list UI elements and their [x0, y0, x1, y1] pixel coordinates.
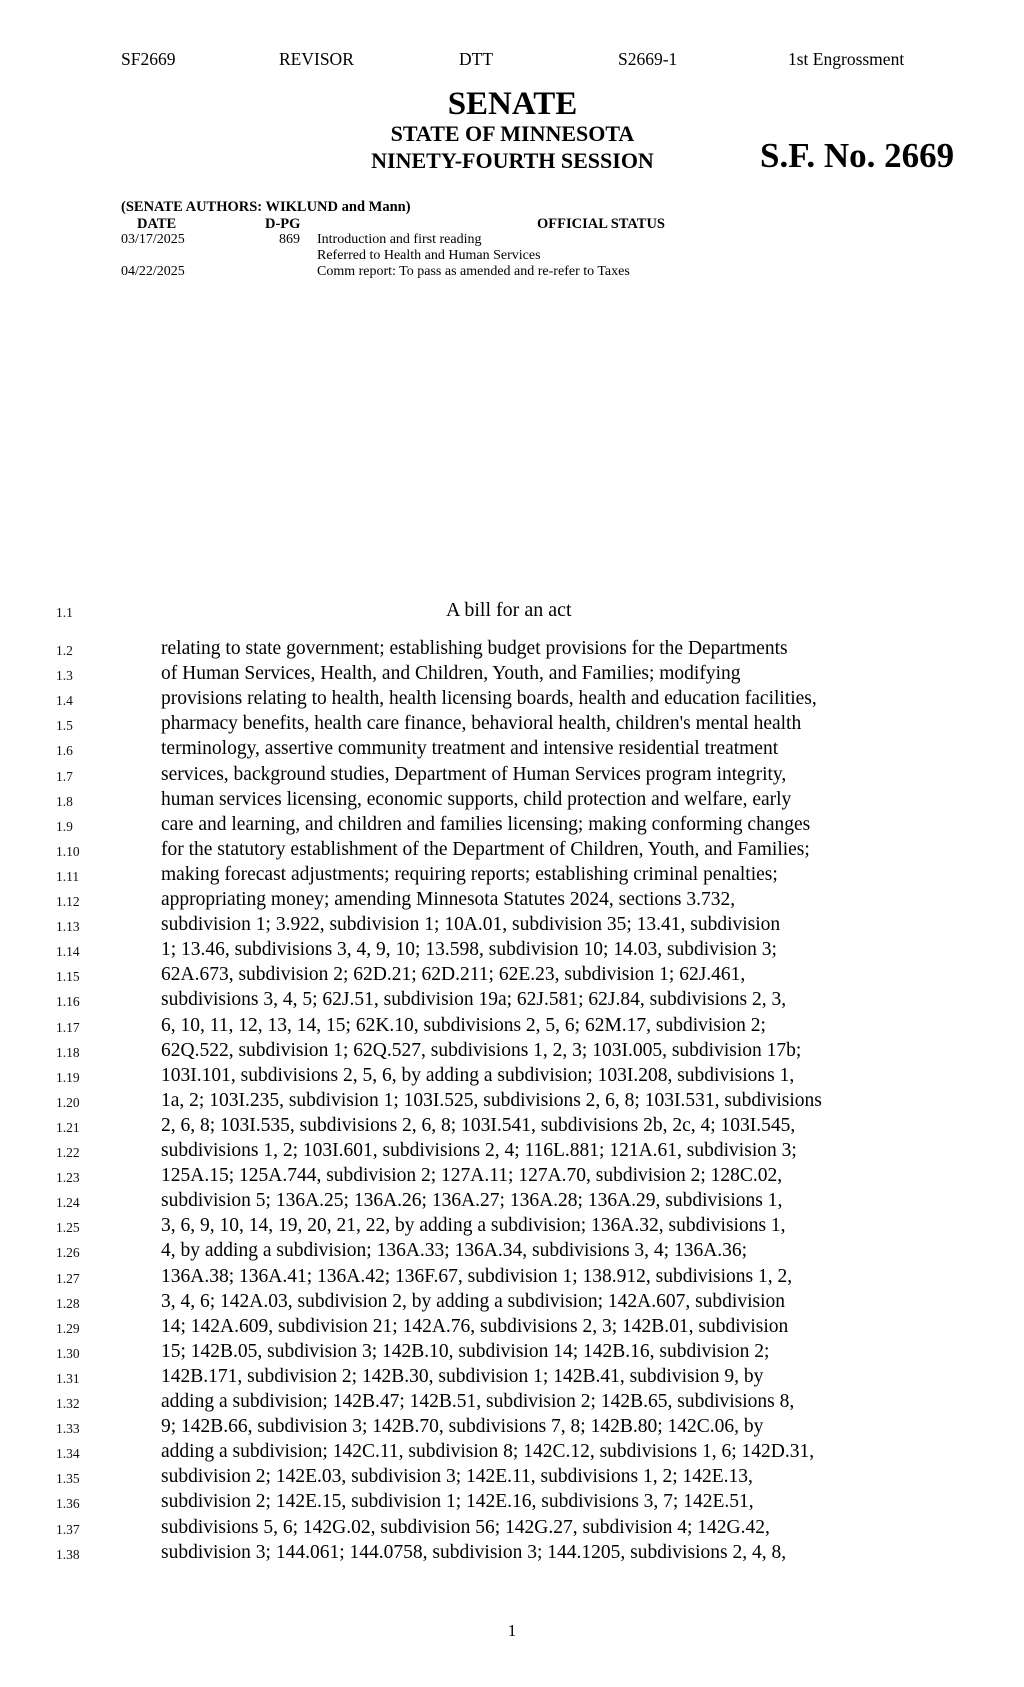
line-text: subdivisions 5, 6; 142G.02, subdivision 56; 142G.27, subdivision 4; 142G.42, — [161, 1517, 770, 1538]
line-number: 1.31 — [56, 1371, 80, 1386]
line-number: 1.37 — [56, 1522, 80, 1537]
status-date: 04/22/2025 — [121, 264, 185, 279]
line-number: 1.12 — [56, 894, 80, 909]
status-text: Referred to Health and Human Services — [317, 248, 541, 263]
line-number: 1.33 — [56, 1421, 80, 1436]
line-text: subdivision 2; 142E.15, subdivision 1; 142E.16, subdivisions 3, 7; 142E.51, — [161, 1491, 754, 1512]
line-text: adding a subdivision; 142C.11, subdivision 8; 142C.12, subdivisions 1, 6; 142D.31, — [161, 1441, 815, 1462]
page-number: 1 — [507, 1621, 517, 1640]
sf-number: S.F. No. 2669 — [760, 136, 955, 175]
line-text: adding a subdivision; 142B.47; 142B.51, subdivision 2; 142B.65, subdivisions 8, — [161, 1391, 795, 1412]
line-number: 1.32 — [56, 1396, 80, 1411]
line-text: relating to state government; establishing budget provisions for the Departments — [161, 638, 788, 659]
line-text: for the statutory establishment of the Department of Children, Youth, and Families; — [161, 839, 810, 860]
line-number: 1.14 — [56, 944, 80, 959]
line-text: 2, 6, 8; 103I.535, subdivisions 2, 6, 8; 103I.541, subdivisions 2b, 2c, 4; 103I.545, — [161, 1115, 796, 1136]
line-number: 1.11 — [56, 869, 80, 884]
line-text: subdivision 2; 142E.03, subdivision 3; 142E.11, subdivisions 1, 2; 142E.13, — [161, 1466, 753, 1487]
line-number: 1.3 — [56, 668, 73, 683]
line-text: subdivision 5; 136A.25; 136A.26; 136A.27; 136A.28; 136A.29, subdivisions 1, — [161, 1190, 783, 1211]
line-text: appropriating money; amending Minnesota Statutes 2024, sections 3.732, — [161, 889, 736, 910]
line-number: 1.7 — [56, 769, 73, 784]
line-number: 1.22 — [56, 1145, 80, 1160]
line-number: 1.21 — [56, 1120, 80, 1135]
line-text: 3, 4, 6; 142A.03, subdivision 2, by adding a subdivision; 142A.607, subdivision — [161, 1291, 786, 1312]
line-text: 142B.171, subdivision 2; 142B.30, subdivision 1; 142B.41, subdivision 9, by — [161, 1366, 764, 1387]
line-number: 1.25 — [56, 1220, 80, 1235]
line-text: provisions relating to health, health licensing boards, health and education facilities, — [161, 688, 817, 709]
line-number: 1.18 — [56, 1045, 80, 1060]
line-text: 136A.38; 136A.41; 136A.42; 136F.67, subdivision 1; 138.912, subdivisions 1, 2, — [161, 1266, 793, 1287]
line-text: terminology, assertive community treatment and intensive residential treatment — [161, 738, 779, 759]
line-number: 1.19 — [56, 1070, 80, 1085]
status-text: Introduction and first reading — [317, 232, 482, 247]
state-title: STATE OF MINNESOTA — [390, 121, 635, 146]
header-bill-id: SF2669 — [121, 49, 176, 69]
status-dpg: 869 — [279, 232, 300, 247]
line-number: 1.20 — [56, 1095, 80, 1110]
line-number: 1.2 — [56, 643, 73, 658]
status-header-date: DATE — [137, 216, 177, 232]
line-text: subdivision 1; 3.922, subdivision 1; 10A.01, subdivision 35; 13.41, subdivision — [161, 914, 781, 935]
line-text: 1a, 2; 103I.235, subdivision 1; 103I.525, subdivisions 2, 6, 8; 103I.531, subdivisions — [161, 1090, 822, 1111]
line-text: 125A.15; 125A.744, subdivision 2; 127A.11; 127A.70, subdivision 2; 128C.02, — [161, 1165, 783, 1186]
line-text: 62A.673, subdivision 2; 62D.21; 62D.211; 62E.23, subdivision 1; 62J.461, — [161, 964, 746, 985]
line-number: 1.28 — [56, 1296, 80, 1311]
line-number: 1.4 — [56, 693, 73, 708]
line-number: 1.34 — [56, 1446, 80, 1461]
line-text: of Human Services, Health, and Children, Youth, and Families; modifying — [161, 663, 741, 684]
status-text: Comm report: To pass as amended and re-refer to Taxes — [317, 264, 630, 279]
line-number: 1.8 — [56, 794, 73, 809]
status-header-dpg: D-PG — [265, 216, 301, 232]
line-number: 1.10 — [56, 844, 80, 859]
line-number: 1.36 — [56, 1496, 80, 1511]
line-text: human services licensing, economic supports, child protection and welfare, early — [161, 789, 792, 810]
line-text: 9; 142B.66, subdivision 3; 142B.70, subdivisions 7, 8; 142B.80; 142C.06, by — [161, 1416, 764, 1437]
status-header-official-status: OFFICIAL STATUS — [537, 216, 665, 232]
line-number: 1.5 — [56, 718, 73, 733]
line-text: subdivisions 1, 2; 103I.601, subdivisions 2, 4; 116L.881; 121A.61, subdivision 3; — [161, 1140, 797, 1161]
line-text: 62Q.522, subdivision 1; 62Q.527, subdivisions 1, 2, 3; 103I.005, subdivision 17b; — [161, 1040, 802, 1061]
chamber-title: SENATE — [447, 86, 578, 122]
line-number: 1.17 — [56, 1020, 80, 1035]
bill-title: A bill for an act — [446, 599, 572, 621]
line-number: 1.23 — [56, 1170, 80, 1185]
line-text: care and learning, and children and families licensing; making conforming changes — [161, 814, 811, 835]
line-text: 15; 142B.05, subdivision 3; 142B.10, subdivision 14; 142B.16, subdivision 2; — [161, 1341, 770, 1362]
line-text: making forecast adjustments; requiring reports; establishing criminal penalties; — [161, 864, 778, 885]
line-number: 1.38 — [56, 1547, 80, 1562]
header-revisor: REVISOR — [279, 49, 354, 69]
line-text: 103I.101, subdivisions 2, 5, 6, by adding a subdivision; 103I.208, subdivisions 1, — [161, 1065, 795, 1086]
line-number: 1.13 — [56, 919, 80, 934]
line-text: subdivision 3; 144.061; 144.0758, subdivision 3; 144.1205, subdivisions 2, 4, 8, — [161, 1542, 787, 1563]
line-text: 3, 6, 9, 10, 14, 19, 20, 21, 22, by adding a subdivision; 136A.32, subdivisions 1, — [161, 1215, 786, 1236]
line-number: 1.15 — [56, 969, 80, 984]
line-text: 4, by adding a subdivision; 136A.33; 136A.34, subdivisions 3, 4; 136A.36; — [161, 1240, 748, 1261]
header-initials: DTT — [459, 49, 494, 69]
line-number: 1.16 — [56, 994, 80, 1009]
line-number: 1.29 — [56, 1321, 80, 1336]
line-number: 1.35 — [56, 1471, 80, 1486]
line-text: pharmacy benefits, health care finance, behavioral health, children's mental health — [161, 713, 802, 734]
line-text: 1; 13.46, subdivisions 3, 4, 9, 10; 13.598, subdivision 10; 14.03, subdivision 3; — [161, 939, 777, 960]
status-date: 03/17/2025 — [121, 232, 185, 247]
line-text: subdivisions 3, 4, 5; 62J.51, subdivision 19a; 62J.581; 62J.84, subdivisions 2, 3, — [161, 989, 787, 1010]
line-number: 1.6 — [56, 743, 73, 758]
line-number: 1.9 — [56, 819, 73, 834]
line-text: 14; 142A.609, subdivision 21; 142A.76, subdivisions 2, 3; 142B.01, subdivision — [161, 1316, 789, 1337]
line-text: services, background studies, Department of Human Services program integrity, — [161, 764, 787, 785]
senate-authors: (SENATE AUTHORS: WIKLUND and Mann) — [121, 199, 411, 215]
line-number: 1.1 — [56, 605, 73, 620]
header-engrossment: 1st Engrossment — [788, 49, 905, 69]
session-title: NINETY-FOURTH SESSION — [371, 148, 654, 173]
line-number: 1.27 — [56, 1271, 80, 1286]
line-number: 1.24 — [56, 1195, 80, 1210]
line-text: 6, 10, 11, 12, 13, 14, 15; 62K.10, subdivisions 2, 5, 6; 62M.17, subdivision 2; — [161, 1015, 766, 1036]
line-number: 1.30 — [56, 1346, 80, 1361]
header-doc-code: S2669-1 — [618, 49, 678, 69]
line-number: 1.26 — [56, 1245, 80, 1260]
